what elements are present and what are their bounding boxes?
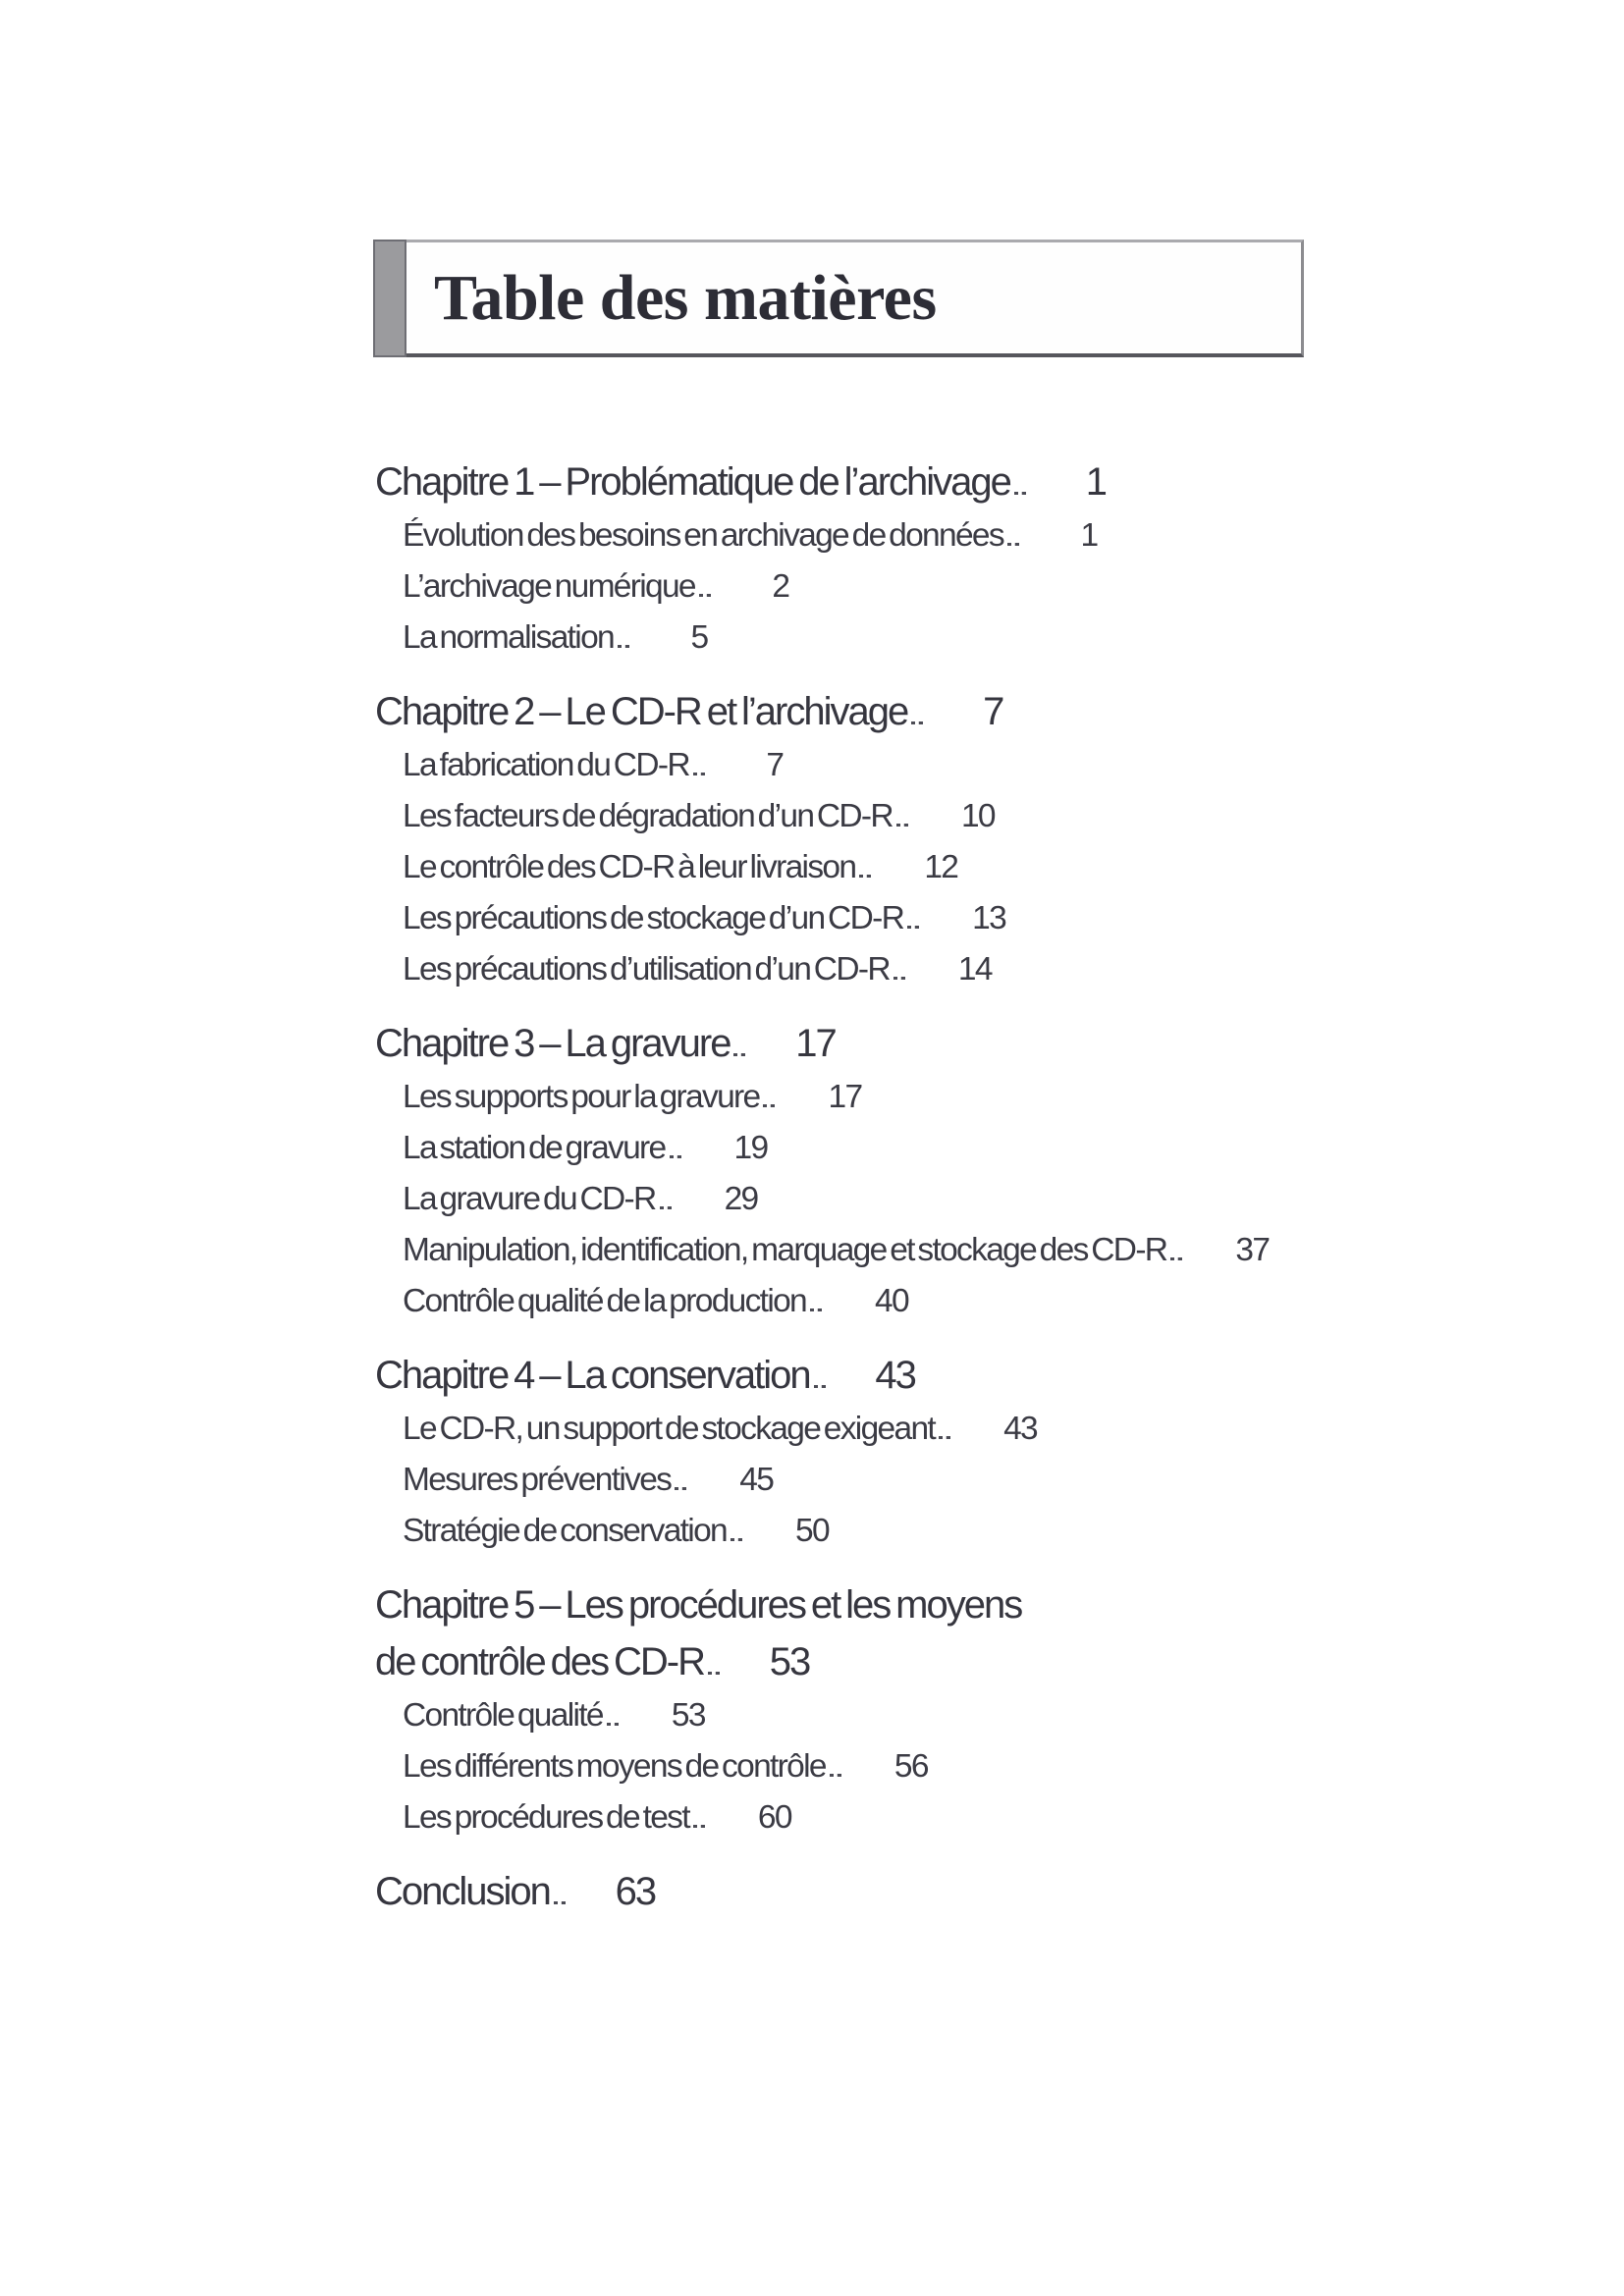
toc-chapter-label: Chapitre 5 – Les procédures et les moyens bbox=[375, 1583, 1022, 1627]
page-number: 29 bbox=[724, 1181, 758, 1217]
dot-leader bbox=[660, 1205, 672, 1209]
toc-entry-label: Contrôle qualité bbox=[403, 1697, 603, 1734]
page-number: 1 bbox=[1080, 517, 1098, 554]
toc-entry-row bbox=[375, 1123, 1352, 1174]
page-number: 1 bbox=[1085, 460, 1107, 504]
dot-leader bbox=[708, 1671, 720, 1675]
dot-leader bbox=[859, 874, 871, 878]
toc-entry-row bbox=[375, 1506, 1352, 1557]
toc-entry-row bbox=[375, 1792, 1352, 1843]
page-number: 60 bbox=[757, 1799, 791, 1836]
toc-entry-row bbox=[375, 1404, 1352, 1455]
dot-leader bbox=[893, 976, 905, 980]
toc-entry-label: Les précautions de stockage d’un CD-R bbox=[403, 900, 904, 936]
page-number: 13 bbox=[972, 900, 1006, 936]
page-number: 14 bbox=[957, 951, 992, 988]
dot-leader bbox=[693, 772, 705, 775]
dot-leader bbox=[618, 644, 629, 648]
toc-entry-row bbox=[375, 791, 1352, 842]
toc-section-chapitre-4 bbox=[375, 1347, 1352, 1557]
dot-leader bbox=[731, 1537, 742, 1541]
toc-entry-label: Les procédures de test bbox=[403, 1799, 689, 1836]
page-number: 45 bbox=[739, 1462, 774, 1498]
toc-chapter-row bbox=[375, 1347, 1352, 1404]
toc-chapter-label: Conclusion bbox=[375, 1870, 550, 1913]
toc-chapter-row-line2 bbox=[375, 1633, 1352, 1690]
toc-chapter-row-line1 bbox=[375, 1576, 1352, 1633]
page-number: 17 bbox=[828, 1079, 862, 1115]
toc-entry-label: Les précautions d’utilisation d’un CD-R bbox=[403, 951, 890, 988]
toc-entry-row bbox=[375, 1455, 1352, 1506]
dot-leader bbox=[830, 1773, 841, 1777]
page-number: 50 bbox=[795, 1513, 829, 1549]
toc-entry-label: Évolution des besoins en archivage de données bbox=[403, 517, 1003, 554]
table-of-contents bbox=[375, 454, 1352, 1920]
toc-entry-row bbox=[375, 1276, 1352, 1327]
page-number: 7 bbox=[983, 690, 1003, 733]
toc-chapter-label: Chapitre 1 – Problématique de l’archivage bbox=[375, 460, 1010, 504]
dot-leader bbox=[911, 721, 923, 724]
toc-section-chapitre-2 bbox=[375, 683, 1352, 995]
page-number: 40 bbox=[875, 1283, 908, 1319]
page-number: 53 bbox=[671, 1697, 705, 1734]
page-title: Table des matières bbox=[434, 261, 937, 334]
toc-entry-label: La gravure du CD-R bbox=[403, 1181, 656, 1217]
toc-entry-label: Manipulation, identification, marquage et stockage des CD-R bbox=[403, 1232, 1167, 1268]
toc-chapter-label: Chapitre 3 – La gravure bbox=[375, 1022, 731, 1065]
page-number: 53 bbox=[769, 1640, 810, 1683]
dot-leader bbox=[907, 925, 919, 929]
toc-entry-row bbox=[375, 510, 1352, 561]
toc-entry-row bbox=[375, 944, 1352, 995]
toc-entry-row bbox=[375, 842, 1352, 893]
page-number: 43 bbox=[1003, 1411, 1037, 1447]
page-number: 2 bbox=[772, 568, 789, 605]
dot-leader bbox=[939, 1435, 950, 1439]
toc-section-chapitre-1 bbox=[375, 454, 1352, 664]
page-number: 17 bbox=[795, 1022, 836, 1065]
page-number: 7 bbox=[766, 747, 784, 783]
dot-leader bbox=[699, 593, 711, 597]
toc-entry-label: Les facteurs de dégradation d’un CD-R bbox=[403, 798, 893, 834]
toc-entry-label: La fabrication du CD-R bbox=[403, 747, 689, 783]
dot-leader bbox=[693, 1824, 705, 1828]
toc-chapter-label: Chapitre 4 – La conservation bbox=[375, 1354, 810, 1397]
dot-leader bbox=[554, 1900, 566, 1904]
page-number: 43 bbox=[875, 1354, 915, 1397]
toc-chapter-row bbox=[375, 1863, 1352, 1920]
toc-entry-row bbox=[375, 561, 1352, 613]
dot-leader bbox=[1007, 542, 1019, 546]
dot-leader bbox=[810, 1308, 822, 1311]
dot-leader bbox=[814, 1384, 826, 1388]
toc-entry-label: Les supports pour la gravure bbox=[403, 1079, 760, 1115]
toc-entry-row bbox=[375, 893, 1352, 944]
dot-leader bbox=[607, 1722, 619, 1726]
toc-entry-row bbox=[375, 1174, 1352, 1225]
toc-entry-row bbox=[375, 1690, 1352, 1741]
dot-leader bbox=[733, 1052, 745, 1056]
toc-chapter-label-line2: de contrôle des CD-R bbox=[375, 1640, 705, 1683]
toc-section-conclusion bbox=[375, 1863, 1352, 1920]
page-number: 19 bbox=[733, 1130, 768, 1166]
dot-leader bbox=[1170, 1256, 1182, 1260]
toc-entry-label: Mesures préventives bbox=[403, 1462, 672, 1498]
toc-entry-row bbox=[375, 740, 1352, 791]
toc-chapter-row bbox=[375, 1015, 1352, 1072]
toc-entry-label: Le contrôle des CD-R à leur livraison bbox=[403, 849, 856, 885]
toc-entry-row bbox=[375, 1741, 1352, 1792]
toc-entry-label: Le CD-R, un support de stockage exigeant bbox=[403, 1411, 936, 1447]
toc-chapter-row bbox=[375, 454, 1352, 510]
toc-entry-label: La normalisation bbox=[403, 619, 614, 656]
dot-leader bbox=[1014, 491, 1026, 495]
page-number: 10 bbox=[960, 798, 995, 834]
dot-leader bbox=[670, 1154, 681, 1158]
toc-entry-row bbox=[375, 1072, 1352, 1123]
toc-entry-row bbox=[375, 613, 1352, 664]
toc-entry-row bbox=[375, 1225, 1352, 1276]
toc-entry-label: L’archivage numérique bbox=[403, 568, 695, 605]
title-accent-bar bbox=[373, 240, 406, 357]
toc-entry-label: Stratégie de conservation bbox=[403, 1513, 727, 1549]
page-number: 37 bbox=[1235, 1232, 1270, 1268]
toc-entry-label: Contrôle qualité de la production bbox=[403, 1283, 806, 1319]
toc-entry-label: La station de gravure bbox=[403, 1130, 666, 1166]
page-number: 56 bbox=[893, 1748, 928, 1785]
page-number: 12 bbox=[924, 849, 958, 885]
toc-entry-label: Les différents moyens de contrôle bbox=[403, 1748, 826, 1785]
page-number: 63 bbox=[615, 1870, 656, 1913]
page-title-box bbox=[373, 240, 1304, 357]
page-number: 5 bbox=[690, 619, 708, 656]
dot-leader bbox=[763, 1103, 775, 1107]
toc-chapter-label: Chapitre 2 – Le CD-R et l’archivage bbox=[375, 690, 908, 733]
toc-chapter-row bbox=[375, 683, 1352, 740]
dot-leader bbox=[675, 1486, 686, 1490]
dot-leader bbox=[896, 823, 908, 827]
toc-section-chapitre-3 bbox=[375, 1015, 1352, 1327]
toc-section-chapitre-5 bbox=[375, 1576, 1352, 1843]
